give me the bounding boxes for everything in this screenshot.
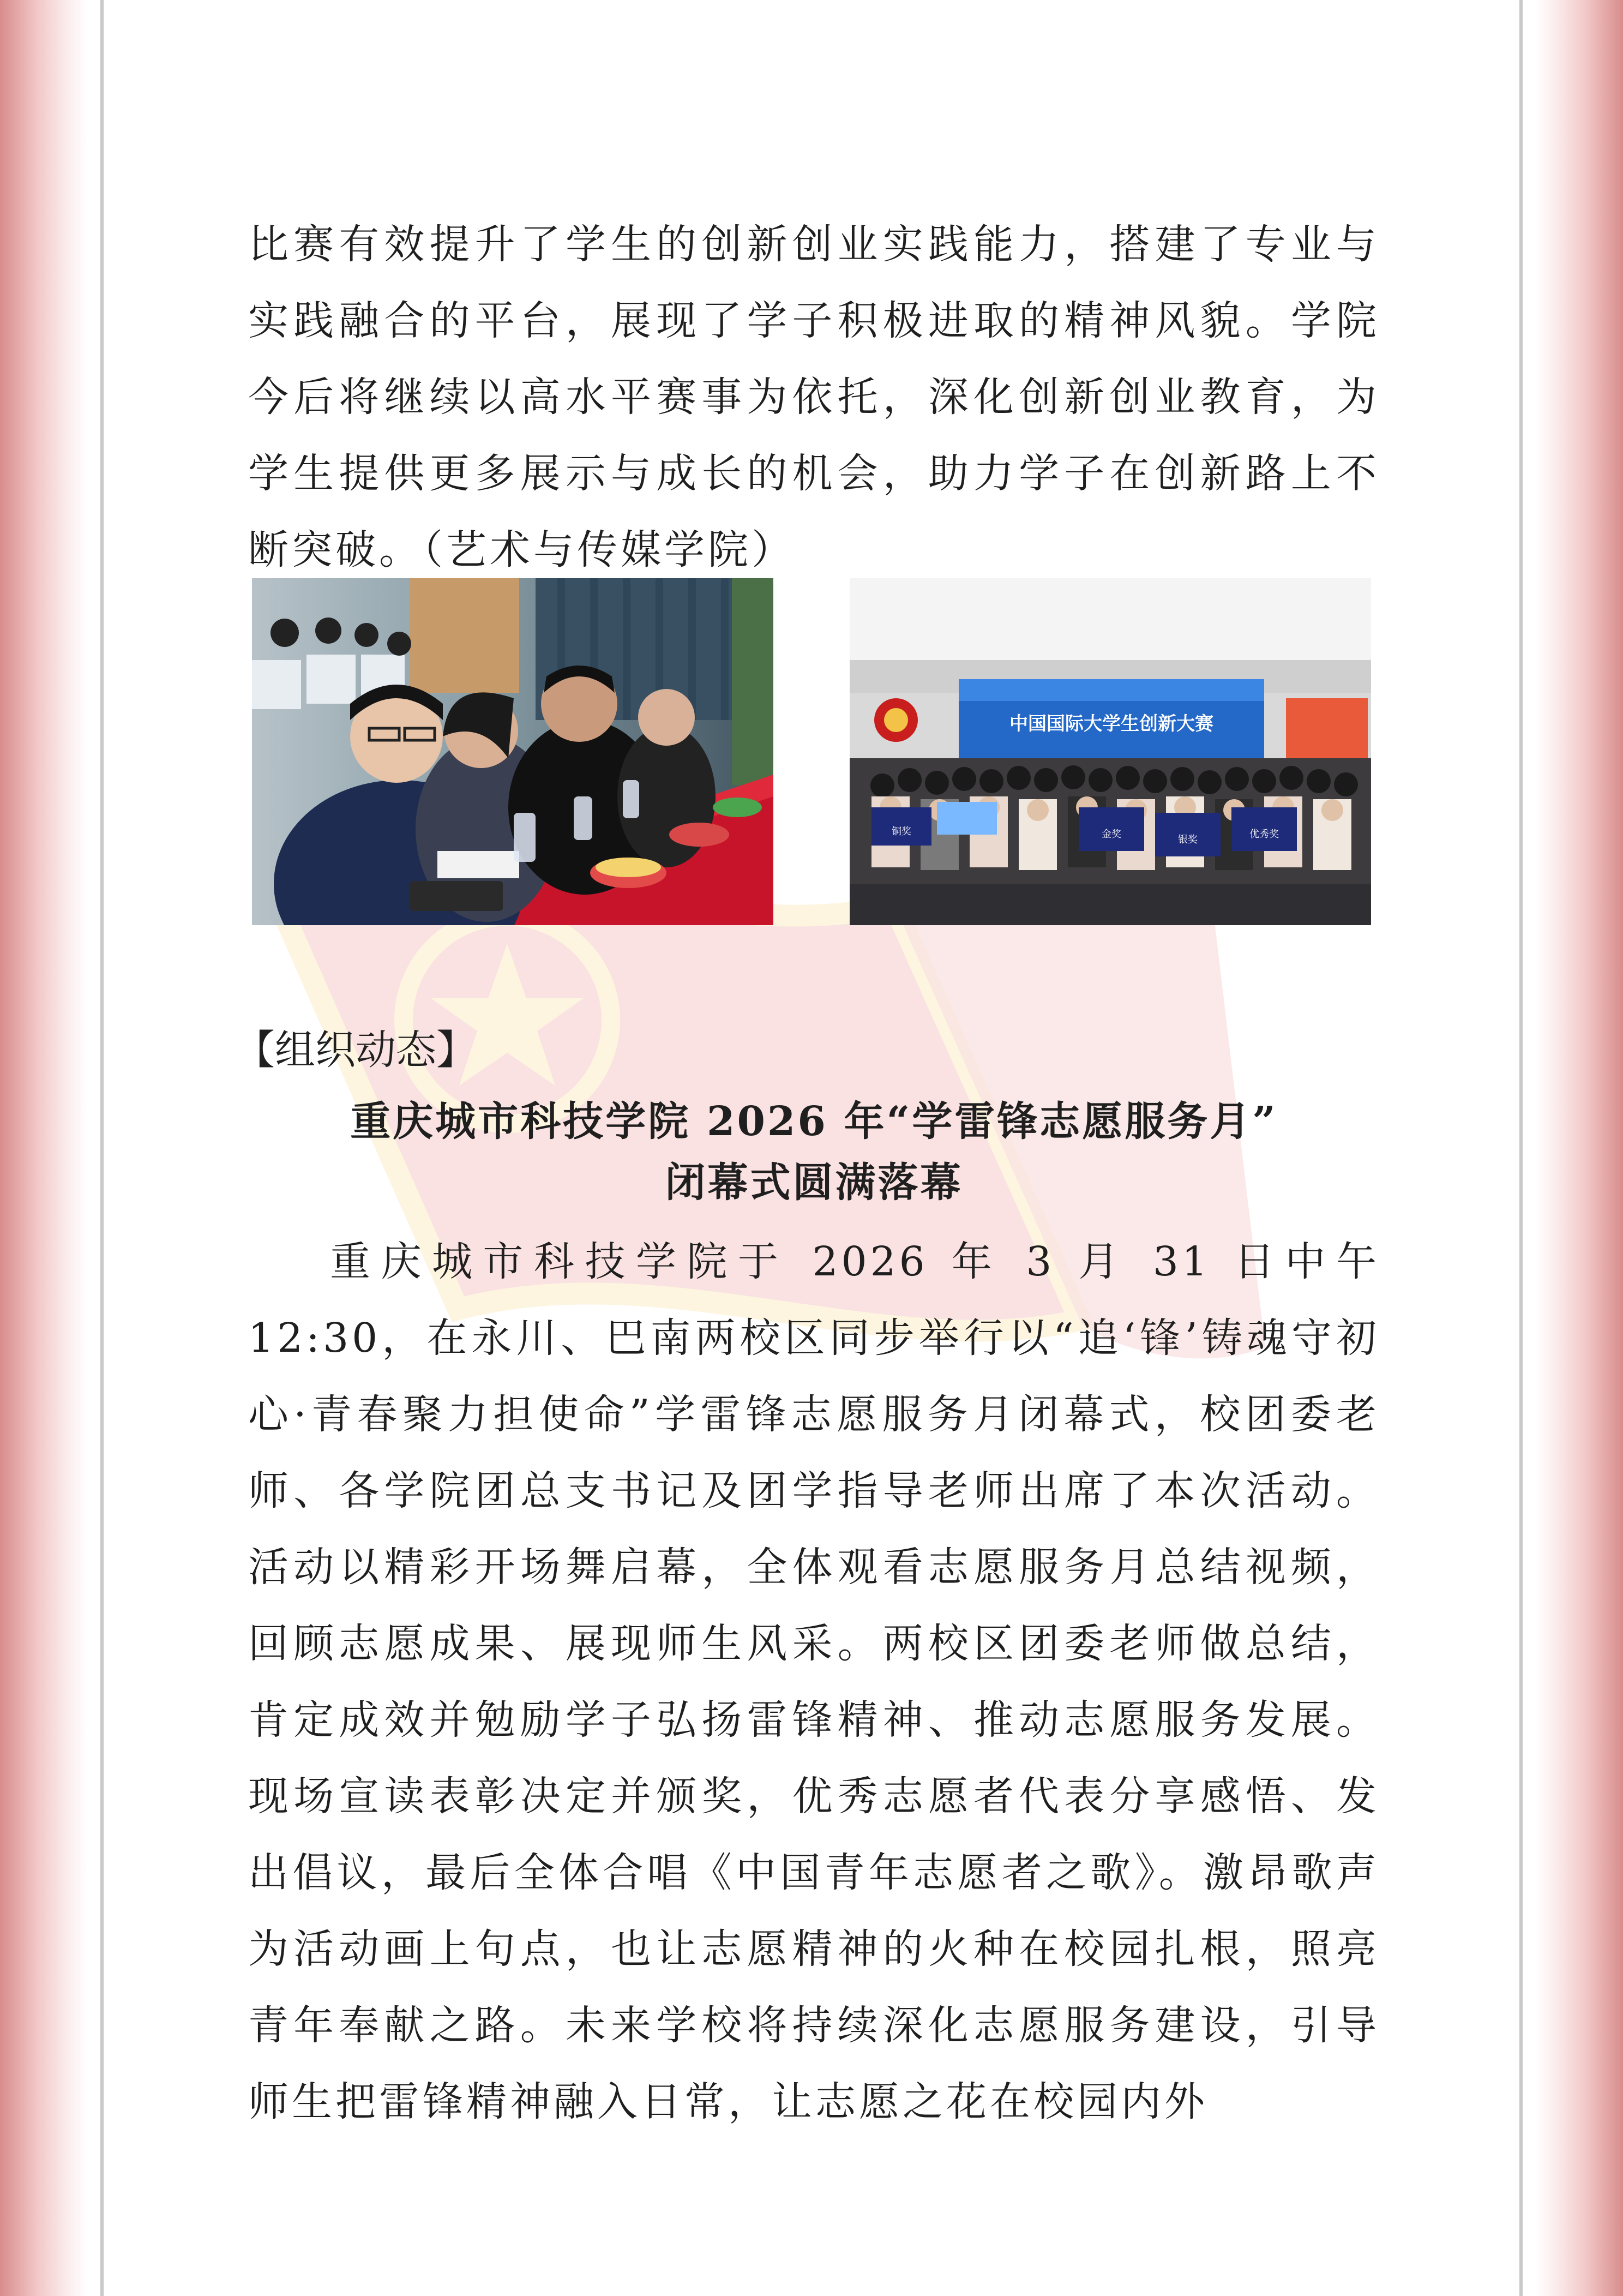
article-tail-paragraph: 比赛有效提升了学生的创新创业实践能力，搭建了专业与实践融合的平台，展现了学子积极进取的精神风貌。学院今后将继续以高水平赛事为依托，深化创新创业教育，为学生提供更多展示与成长的机会，助力学子在创新路上不断突破。（艺术与传媒学院） bbox=[248, 221, 1380, 573]
right-decorative-border bbox=[1525, 0, 1623, 2296]
award-label: 银奖 bbox=[1178, 834, 1198, 846]
news-body-paragraph: 重庆城市科技学院于 2026 年 3 月 31 日中午 12:30，在永川、巴南两校区同步举行以“追‘锋’铸魂守初心·青春聚力担使命”学雷锋志愿服务月闭幕式，校团委老师、各学院团总支书记及团学指导老师出席了本次活动。活动以精彩开场舞启幕，全体观看志愿服务月总结视频，回顾志愿成果、展现师生风采。两校区团委老师做总结，肯定成效并勉励学子弘扬雷锋精神、推动志愿服务发展。现场宣读表彰决定并颁奖，优秀志愿者代表分享感悟、发出倡议，最后全体合唱《中国青年志愿者之歌》。激昂歌声为活动画上句点，也让志愿精神的火种在校园扎根，照亮青年奉献之路。未来学校将持续深化志愿服务建设，引导师生把雷锋精神融入日常，让志愿之花在校园内外 bbox=[248, 1238, 1380, 2125]
award-group-photo bbox=[850, 578, 1371, 925]
judges-photo bbox=[252, 578, 773, 925]
award-label: 金奖 bbox=[1102, 829, 1121, 840]
news-headline-line-2: 闭幕式圆满落幕 bbox=[665, 1159, 963, 1206]
screen-title: 中国国际大学生创新大赛 bbox=[1009, 713, 1213, 735]
section-title: 【组织动态】 bbox=[235, 1027, 477, 1074]
award-label: 铜奖 bbox=[892, 826, 911, 837]
right-border-rule bbox=[1519, 0, 1523, 2296]
news-headline-line-1: 重庆城市科技学院 2026 年“学雷锋志愿服务月” bbox=[350, 1098, 1278, 1145]
left-border-rule bbox=[100, 0, 104, 2296]
left-decorative-border bbox=[0, 0, 98, 2296]
award-label: 优秀奖 bbox=[1249, 829, 1279, 840]
